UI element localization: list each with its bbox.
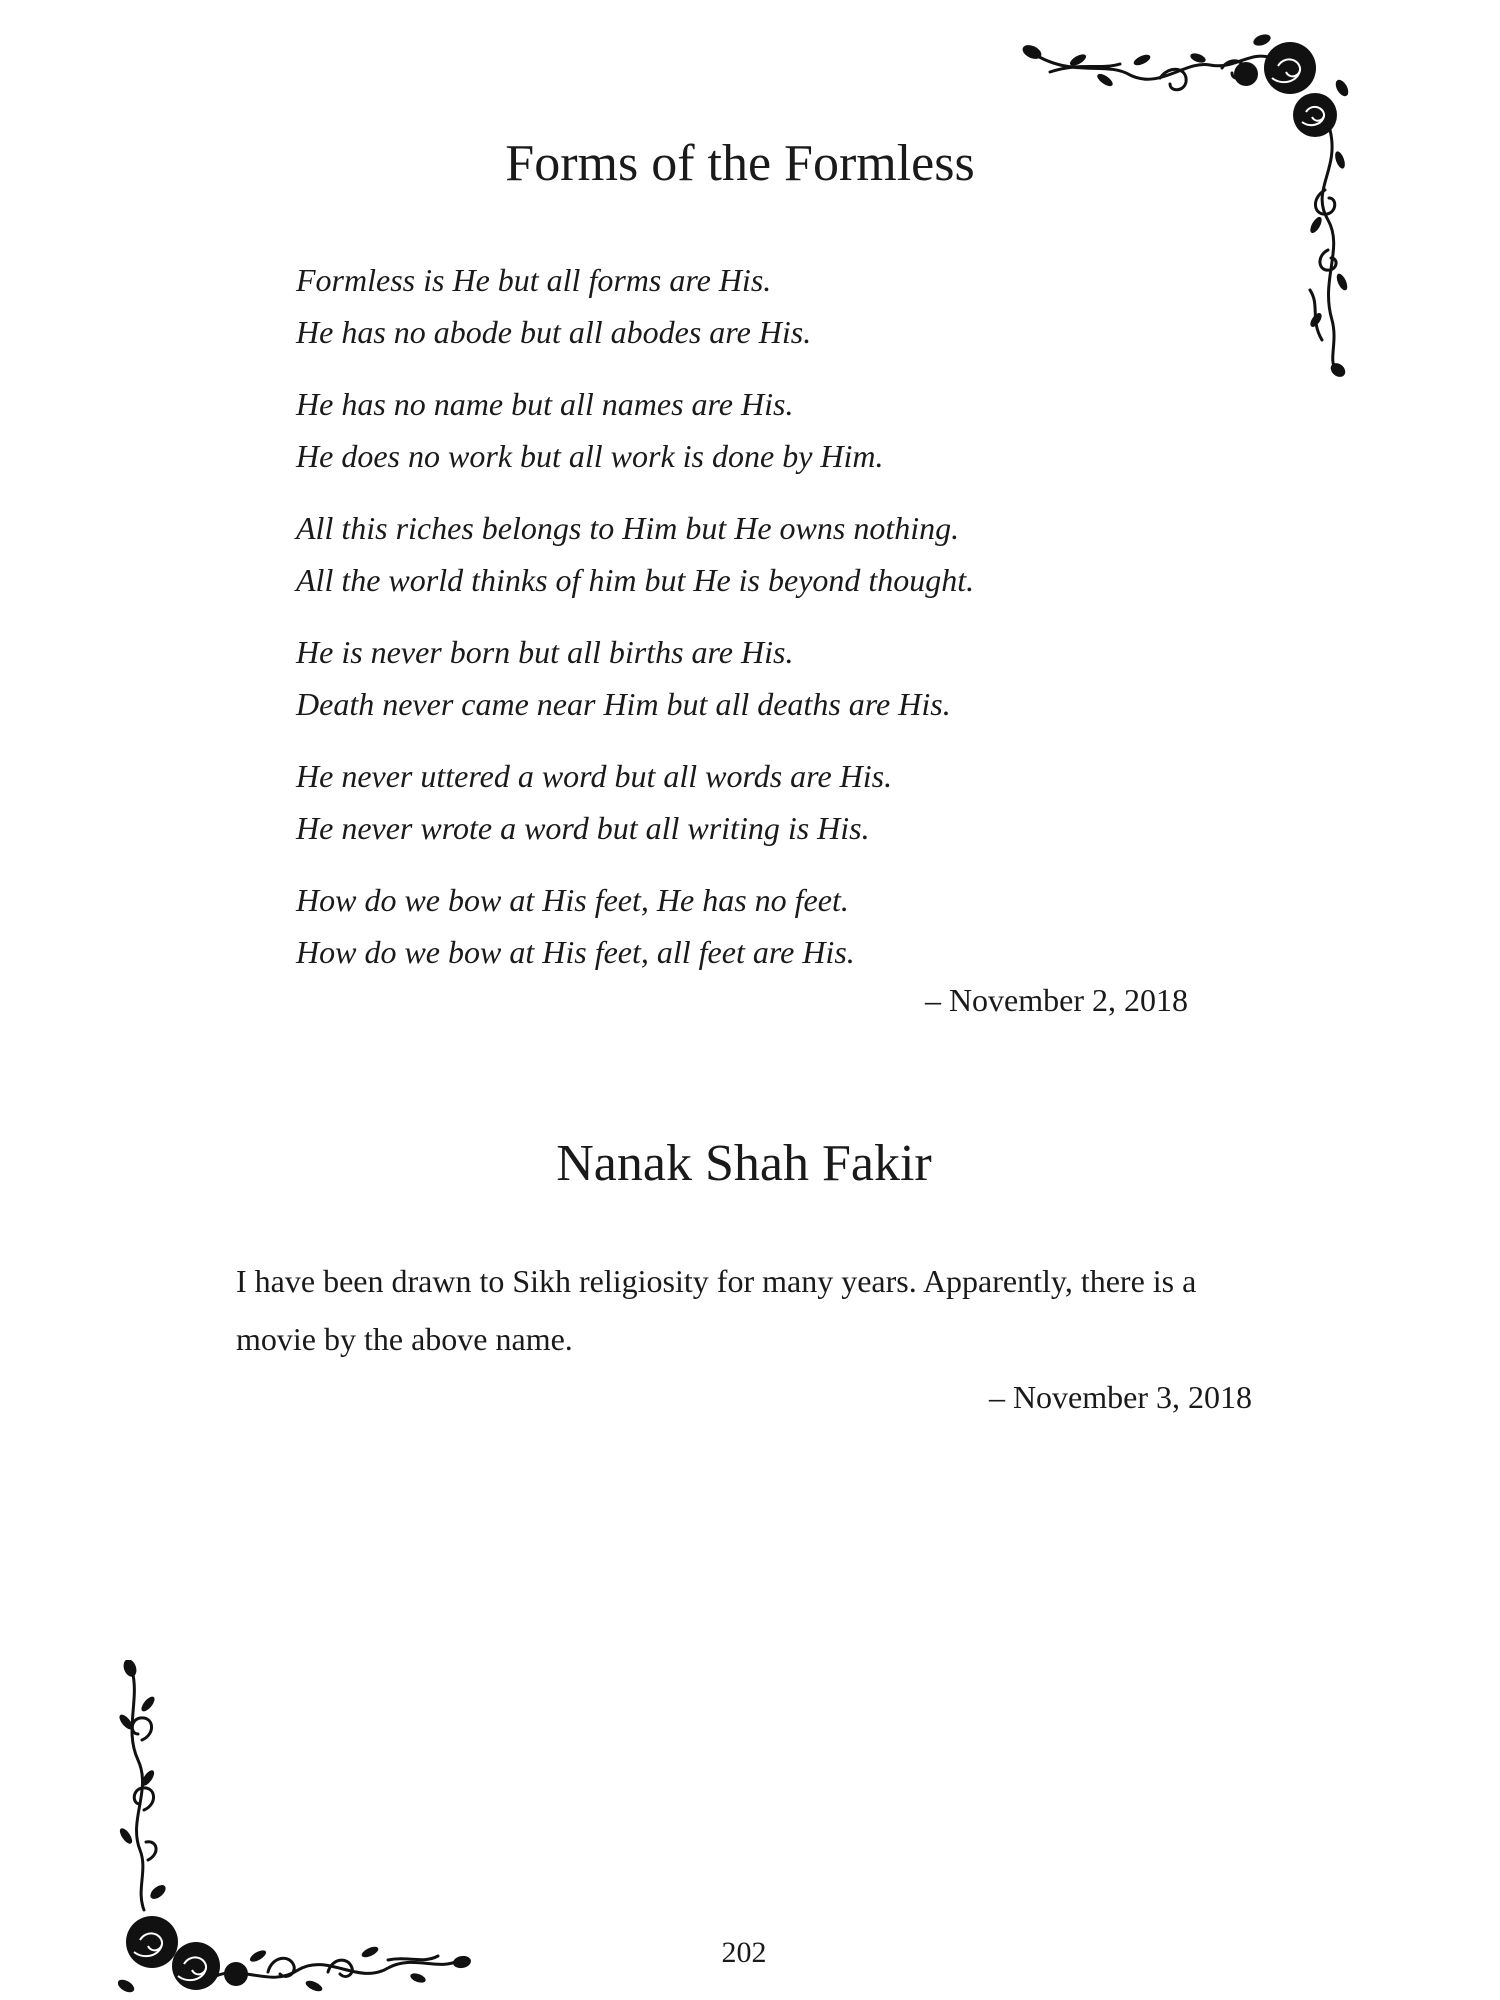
poem-title: Forms of the Formless (505, 135, 975, 192)
entry-date: – November 3, 2018 (988, 1379, 1252, 1415)
poem-date: – November 2, 2018 (924, 982, 1188, 1018)
poem-line: He has no name but all names are His. (296, 386, 794, 422)
poem-line: All the world thinks of him but He is beyond thought. (296, 562, 975, 598)
poem-body (296, 254, 1196, 998)
poem-line: All this riches belongs to Him but He owns nothing. (296, 510, 960, 546)
poem-line: Formless is He but all forms are His. (296, 262, 772, 298)
poem-line: He never uttered a word but all words are His. (296, 758, 893, 794)
poem-line: How do we bow at His feet, He has no feet. (296, 882, 849, 918)
page-number: 202 (721, 1936, 767, 1969)
poem-line: How do we bow at His feet, all feet are His. (296, 934, 855, 970)
poem-stanza (296, 254, 1196, 358)
rose-corner-ornament-bottom-left-icon (118, 1660, 478, 2000)
poem-line: He is never born but all births are His. (296, 634, 794, 670)
poem-stanza (296, 874, 1196, 978)
poem-stanza (296, 378, 1196, 482)
poem-stanza (296, 626, 1196, 730)
poem-line: He does no work but all work is done by Him. (296, 438, 884, 474)
poem-line: Death never came near Him but all deaths are His. (296, 686, 951, 722)
poem-stanza (296, 750, 1196, 854)
entry-body: I have been drawn to Sikh religiosity for many years. Apparently, there is a movie by the above name. (236, 1263, 1197, 1357)
entry-title: Nanak Shah Fakir (556, 1135, 932, 1192)
poem-line: He never wrote a word but all writing is His. (296, 810, 870, 846)
poem-line: He has no abode but all abodes are His. (296, 314, 812, 350)
poem-stanza (296, 502, 1196, 606)
